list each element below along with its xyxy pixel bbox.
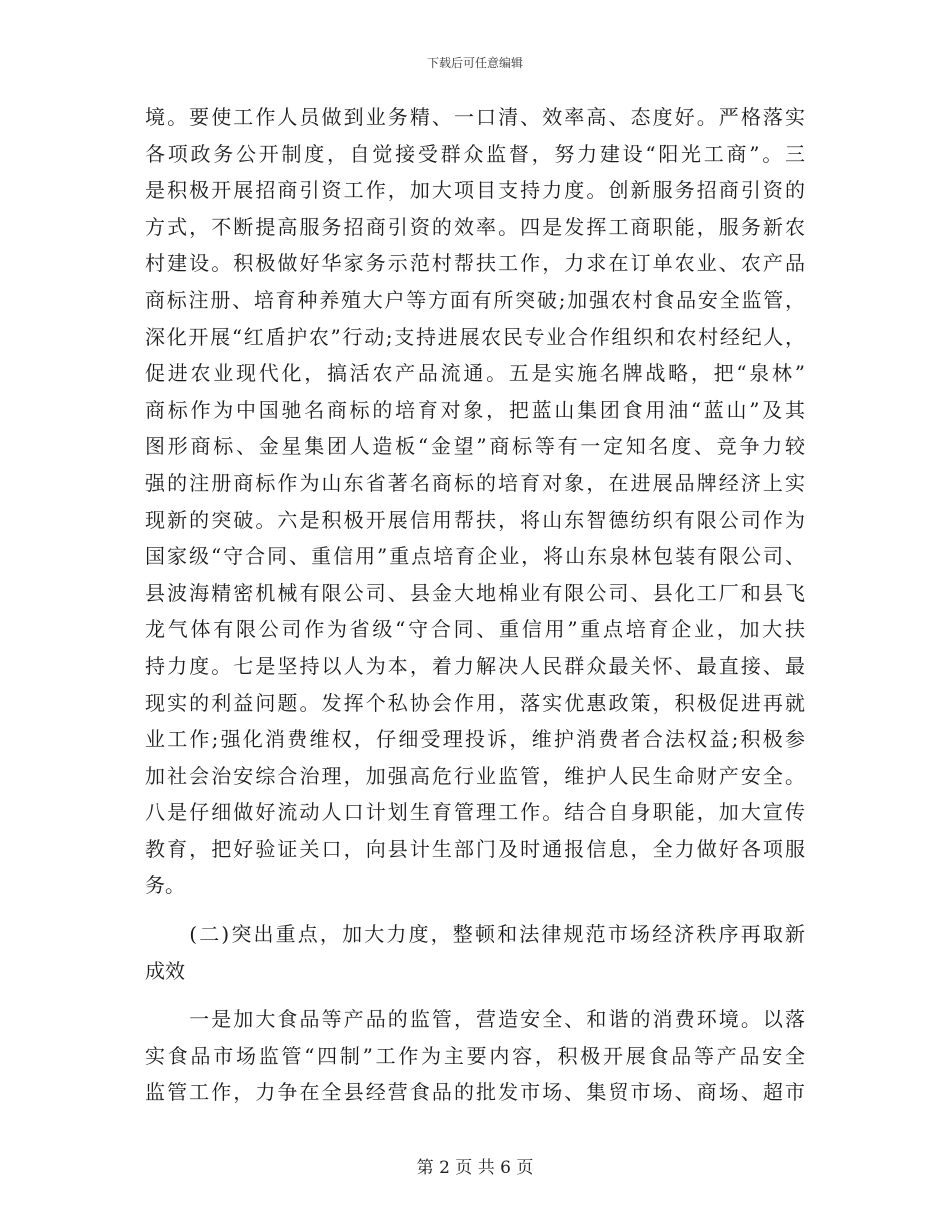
section-heading — [145, 916, 805, 989]
text-line: 现实的利益问题。发挥个私协会作用，落实优惠政策，积极促进再就 — [145, 690, 805, 715]
text-line: 商标注册、培育种养殖大户等方面有所突破;加强农村食品安全监管， — [145, 287, 805, 312]
text-line: 促进农业现代化，搞活农产品流通。五是实施名牌战略，把“泉林” — [145, 361, 805, 386]
text-line: 龙气体有限公司作为省级“守合同、重信用”重点培育企业，加大扶 — [145, 617, 805, 642]
text-line: 务。 — [145, 873, 185, 898]
text-line: 各项政务公开制度，自觉接受群众监督，努力建设“阳光工商”。三 — [145, 141, 805, 166]
text-line: 国家级“守合同、重信用”重点培育企业，将山东泉林包装有限公司、 — [145, 544, 805, 569]
text-line: 强的注册商标作为山东省著名商标的培育对象，在进展品牌经济上实 — [145, 470, 805, 495]
document-body — [145, 99, 805, 1111]
text-line: 实食品市场监管“四制”工作为主要内容，积极开展食品等产品安全 — [145, 1043, 805, 1068]
text-line: 商标作为中国驰名商标的培育对象，把蓝山集团食用油“蓝山”及其 — [145, 397, 805, 422]
text-line: 八是仔细做好流动人口计划生育管理工作。结合自身职能，加大宣传 — [145, 800, 805, 825]
text-line: 深化开展“红盾护农”行动;支持进展农民专业合作组织和农村经纪人， — [145, 324, 805, 349]
text-line: 境。要使工作人员做到业务精、一口清、效率高、态度好。严格落实 — [145, 105, 805, 129]
paragraph — [145, 1001, 805, 1111]
text-line: 持力度。七是坚持以人为本，着力解决人民群众最关怀、最直接、最 — [145, 653, 805, 678]
text-line: 成效 — [145, 958, 185, 983]
text-line: 现新的突破。六是积极开展信用帮扶，将山东智德纺织有限公司作为 — [145, 507, 805, 532]
text-line: 一是加大食品等产品的监管，营造安全、和谐的消费环境。以落 — [145, 1007, 805, 1032]
text-line: 方式，不断提高服务招商引资的效率。四是发挥工商职能，服务新农 — [145, 214, 805, 239]
text-line: 图形商标、金星集团人造板“金望”商标等有一定知名度、竞争力较 — [145, 434, 805, 459]
paragraph — [145, 99, 805, 904]
text-line: 监管工作，力争在全县经营食品的批发市场、集贸市场、商场、超市 — [145, 1080, 805, 1105]
page-number: 第 2 页 共 6 页 — [416, 1158, 534, 1178]
text-line: 业工作;强化消费维权，仔细受理投诉，维护消费者合法权益;积极参 — [145, 727, 805, 752]
text-line: 加社会治安综合治理，加强高危行业监管，维护人民生命财产安全。 — [145, 763, 805, 788]
text-line: (二)突出重点，加大力度，整顿和法律规范市场经济秩序再取新 — [145, 922, 805, 947]
text-line: 是积极开展招商引资工作，加大项目支持力度。创新服务招商引资的 — [145, 178, 805, 203]
page-header: 下载后可任意编辑 — [426, 56, 523, 70]
text-line: 教育，把好验证关口，向县计生部门及时通报信息，全力做好各项服 — [145, 836, 805, 861]
text-line: 村建设。积极做好华家务示范村帮扶工作，力求在订单农业、农产品 — [145, 251, 805, 276]
text-line: 县波海精密机械有限公司、县金大地棉业有限公司、县化工厂和县飞 — [145, 580, 805, 605]
